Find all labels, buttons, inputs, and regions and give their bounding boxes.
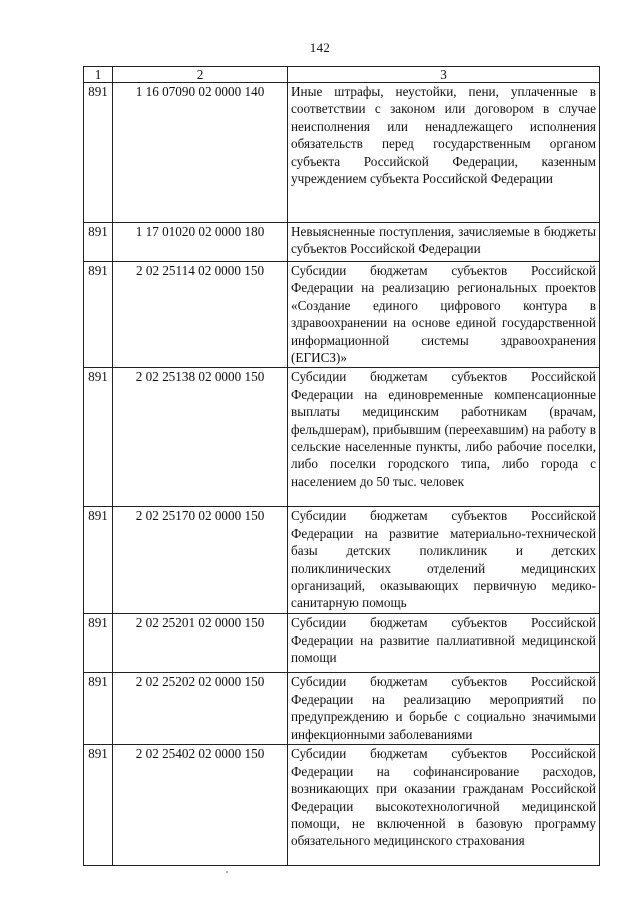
kbk-code-cell: 2 02 25402 02 0000 150 xyxy=(113,745,288,866)
table-row xyxy=(84,673,600,745)
scan-dust-mark xyxy=(226,871,228,873)
table-header-row xyxy=(84,67,600,83)
admin-code-cell: 891 xyxy=(84,223,113,262)
revenue-name-cell: Субсидии бюджетам субъектов Российской Федерации на софинансирование расходов, возникающих при оказании гражданам Российской Федерации высокотехнологичной медицинской помощи, не включенной в базовую программу обязательного медицинского страхования xyxy=(288,745,600,866)
admin-code-cell: 891 xyxy=(84,673,113,745)
table-row xyxy=(84,223,600,262)
admin-code-cell: 891 xyxy=(84,507,113,614)
page-number: 142 xyxy=(309,40,331,55)
kbk-code-cell: 1 16 07090 02 0000 140 xyxy=(113,83,288,223)
table-row xyxy=(84,745,600,866)
kbk-code-cell: 2 02 25138 02 0000 150 xyxy=(113,368,288,507)
kbk-code-cell: 2 02 25201 02 0000 150 xyxy=(113,614,288,673)
revenue-name-cell: Иные штрафы, неустойки, пени, уплаченные в соответствии с законом или договором в случае неисполнения или ненадлежащего исполнения обязательств перед государственным органом субъекта Российской Федерации, казенным учреждением субъекта Российской Федерации xyxy=(288,83,600,223)
table-row xyxy=(84,262,600,368)
admin-code-cell: 891 xyxy=(84,614,113,673)
admin-code-cell: 891 xyxy=(84,83,113,223)
admin-code-cell: 891 xyxy=(84,745,113,866)
revenue-codes-table xyxy=(83,66,600,866)
revenue-name-cell: Невыясненные поступления, зачисляемые в бюджеты субъектов Российской Федерации xyxy=(288,223,600,262)
revenue-name-cell: Субсидии бюджетам субъектов Российской Федерации на единовременные компенсационные выплаты медицинским работникам (врачам, фельдшерам), прибывшим (переехавшим) на работу в сельские населенные пункты, либо рабочие поселки, либо поселки городского типа, либо города с населением до 50 тыс. человек xyxy=(288,368,600,507)
column-header-1: 1 xyxy=(84,67,113,83)
column-header-3: 3 xyxy=(288,67,600,83)
admin-code-cell: 891 xyxy=(84,368,113,507)
revenue-name-cell: Субсидии бюджетам субъектов Российской Федерации на реализацию мероприятий по предупреждению и борьбе с социально значимыми инфекционными заболеваниями xyxy=(288,673,600,745)
table-row xyxy=(84,507,600,614)
admin-code-cell: 891 xyxy=(84,262,113,368)
column-header-2: 2 xyxy=(113,67,288,83)
table-row xyxy=(84,368,600,507)
kbk-code-cell: 1 17 01020 02 0000 180 xyxy=(113,223,288,262)
kbk-code-cell: 2 02 25202 02 0000 150 xyxy=(113,673,288,745)
table-row xyxy=(84,83,600,223)
table-row xyxy=(84,614,600,673)
kbk-code-cell: 2 02 25170 02 0000 150 xyxy=(113,507,288,614)
kbk-code-cell: 2 02 25114 02 0000 150 xyxy=(113,262,288,368)
revenue-name-cell: Субсидии бюджетам субъектов Российской Федерации на развитие материально-технической базы детских поликлиник и детских поликлинических отделений медицинских организаций, оказывающих первичную медико-санитарную помощь xyxy=(288,507,600,614)
revenue-name-cell: Субсидии бюджетам субъектов Российской Федерации на развитие паллиативной медицинской помощи xyxy=(288,614,600,673)
revenue-name-cell: Субсидии бюджетам субъектов Российской Федерации на реализацию региональных проектов «Создание единого цифрового контура в здравоохранении на основе единой государственной информационной системы здравоохранения (ЕГИСЗ)» xyxy=(288,262,600,368)
